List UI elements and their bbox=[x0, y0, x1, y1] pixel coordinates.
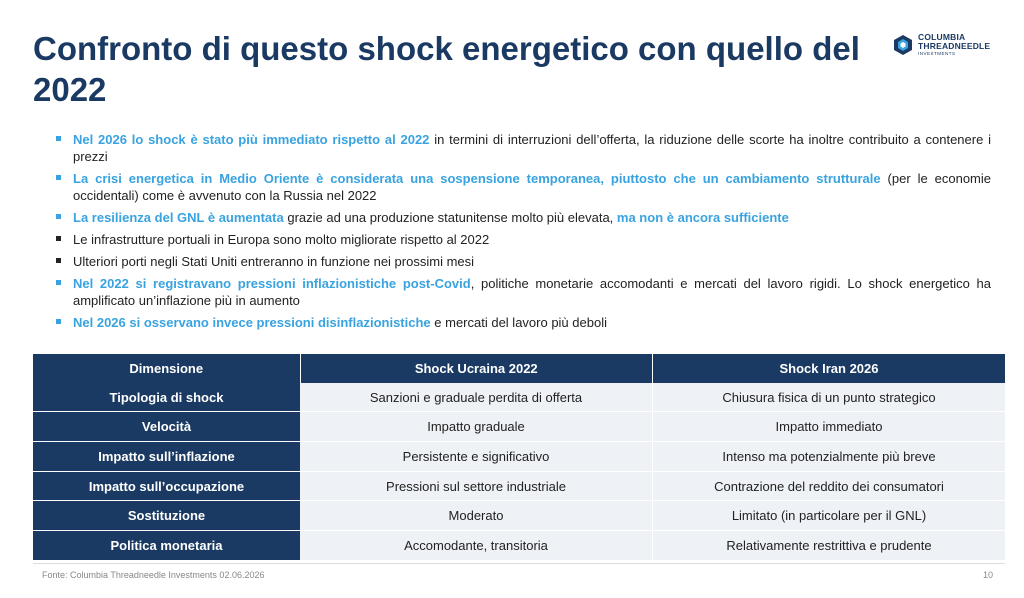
bullet-square-icon bbox=[56, 175, 61, 180]
bullet-square-icon bbox=[56, 280, 61, 285]
page-number: 10 bbox=[982, 570, 993, 580]
bullet-list bbox=[56, 131, 991, 336]
logo-text-line1: COLUMBIA bbox=[918, 32, 966, 42]
table-cell: Moderato bbox=[300, 501, 653, 531]
bullet-text: (per le economie occidentali) come è avvenuto con la Russia nel 2022 bbox=[73, 171, 991, 203]
bullet-square-icon bbox=[56, 319, 61, 324]
bullet-square-icon bbox=[56, 136, 61, 141]
row-label: Sostituzione bbox=[33, 501, 300, 531]
company-logo bbox=[892, 30, 1002, 60]
bullet-item bbox=[56, 275, 991, 309]
row-label: Politica monetaria bbox=[33, 531, 300, 561]
bullet-text: , politiche monetarie accomodanti e mercati del lavoro rigidi. Lo shock energetico ha amplificato un’inflazione più in aumento bbox=[73, 276, 991, 308]
bullet-square-icon bbox=[56, 236, 61, 241]
table-cell: Persistente e significativo bbox=[300, 442, 653, 472]
bullet-highlight: ma non è ancora sufficiente bbox=[616, 210, 789, 225]
table-cell: Sanzioni e graduale perdita di offerta bbox=[300, 383, 653, 412]
bullet-item bbox=[56, 314, 991, 331]
row-label: Impatto sull’occupazione bbox=[33, 471, 300, 501]
bullet-text: in termini di interruzioni dell’offerta, la riduzione delle scorte ha inoltre contribuito a contenere i prezzi bbox=[73, 132, 991, 164]
bullet-square-icon bbox=[56, 258, 61, 263]
bullet-text: e mercati del lavoro più deboli bbox=[430, 315, 607, 330]
footer-divider bbox=[33, 563, 1005, 564]
row-label: Tipologia di shock bbox=[33, 383, 300, 412]
table-cell: Contrazione del reddito dei consumatori bbox=[653, 471, 1006, 501]
comparison-table bbox=[33, 354, 1005, 561]
table-cell: Relativamente restrittiva e prudente bbox=[653, 531, 1006, 561]
table-row bbox=[33, 501, 1005, 531]
logo-text-line2: THREADNEEDLE bbox=[918, 41, 991, 51]
bullet-item bbox=[56, 170, 991, 204]
logo-mark-icon bbox=[892, 34, 914, 56]
table-row bbox=[33, 531, 1005, 561]
table-cell: Limitato (in particolare per il GNL) bbox=[653, 501, 1006, 531]
logo-text-line3: INVESTMENTS bbox=[918, 51, 956, 56]
table-row bbox=[33, 471, 1005, 501]
table-cell: Accomodante, transitoria bbox=[300, 531, 653, 561]
column-header-dimension: Dimensione bbox=[33, 354, 300, 383]
column-header-iran-2026: Shock Iran 2026 bbox=[653, 354, 1006, 383]
table-header-row bbox=[33, 354, 1005, 383]
bullet-highlight: Nel 2026 si osservano invece pressioni disinflazionistiche bbox=[73, 315, 431, 330]
bullet-highlight: La crisi energetica in Medio Oriente è considerata una sospensione temporanea, piuttosto che un cambiamento strutturale bbox=[73, 171, 881, 186]
bullet-text: Le infrastrutture portuali in Europa sono molto migliorate rispetto al 2022 bbox=[73, 232, 490, 247]
table-cell: Intenso ma potenzialmente più breve bbox=[653, 442, 1006, 472]
bullet-item bbox=[56, 209, 991, 226]
table-row bbox=[33, 383, 1005, 412]
bullet-item bbox=[56, 131, 991, 165]
slide-title: Confronto di questo shock energetico con quello del 2022 bbox=[33, 30, 860, 108]
bullet-highlight: Nel 2026 lo shock è stato più immediato rispetto al 2022 bbox=[73, 132, 430, 147]
table-cell: Pressioni sul settore industriale bbox=[300, 471, 653, 501]
bullet-text: grazie ad una produzione statunitense molto più elevata, bbox=[283, 210, 617, 225]
table-cell: Impatto graduale bbox=[300, 412, 653, 442]
table-row bbox=[33, 412, 1005, 442]
table-cell: Impatto immediato bbox=[653, 412, 1006, 442]
table-row bbox=[33, 442, 1005, 472]
bullet-highlight: Nel 2022 si registravano pressioni inflazionistiche post-Covid bbox=[73, 276, 471, 291]
row-label: Velocità bbox=[33, 412, 300, 442]
bullet-item bbox=[56, 231, 991, 248]
bullet-item bbox=[56, 253, 991, 270]
row-label: Impatto sull’inflazione bbox=[33, 442, 300, 472]
source-note: Fonte: Columbia Threadneedle Investments 02.06.2026 bbox=[42, 570, 265, 580]
bullet-highlight: La resilienza del GNL è aumentata bbox=[73, 210, 284, 225]
table-cell: Chiusura fisica di un punto strategico bbox=[653, 383, 1006, 412]
bullet-square-icon bbox=[56, 214, 61, 219]
bullet-text: Ulteriori porti negli Stati Uniti entreranno in funzione nei prossimi mesi bbox=[73, 254, 475, 269]
column-header-ukraine-2022: Shock Ucraina 2022 bbox=[300, 354, 653, 383]
